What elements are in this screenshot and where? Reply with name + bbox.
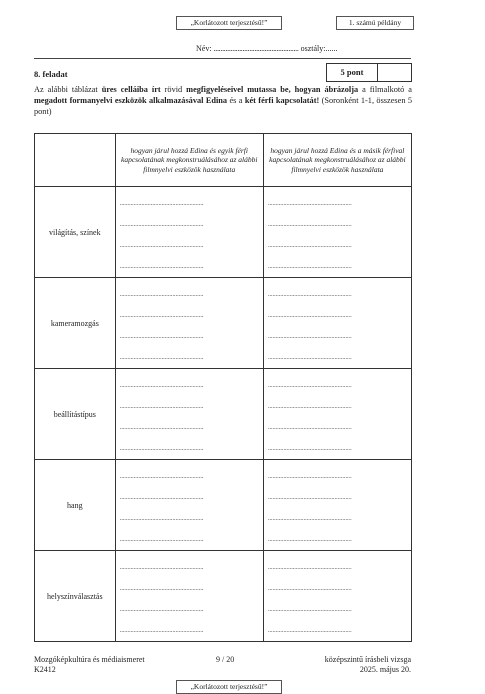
column-header-first-man: hogyan járul hozzá Edina és egyik férfi kapcsolatának megkonstruálásához az alábbi filmnyelvi eszközök használata xyxy=(115,134,263,187)
instr-bold: két férfi kapcsolatát! xyxy=(244,96,320,105)
table-header-row xyxy=(35,134,412,187)
instr-text: rövid xyxy=(160,85,187,94)
answer-line: ...................................................... xyxy=(267,353,352,361)
answer-line: ...................................................... xyxy=(267,563,352,571)
restricted-distribution-stamp-bottom: „Korlátozott terjesztésű!” xyxy=(176,680,282,694)
answer-line: ...................................................... xyxy=(119,605,204,613)
answer-line: ...................................................... xyxy=(119,584,204,592)
copy-number-box: 1. számú példány xyxy=(336,16,414,30)
answer-line: ...................................................... xyxy=(267,535,352,543)
row-label-sound: hang xyxy=(35,460,116,551)
answer-cell[interactable] xyxy=(263,460,411,551)
instr-text: és a xyxy=(227,96,245,105)
answer-line: ...................................................... xyxy=(267,332,352,340)
class-label[interactable]: osztály:...... xyxy=(300,44,338,53)
instr-text: a filmalkotó a xyxy=(358,85,412,94)
answer-line: ...................................................... xyxy=(267,402,352,410)
answer-line: ...................................................... xyxy=(267,381,352,389)
footer-subject xyxy=(34,655,145,675)
answer-line: ...................................................... xyxy=(119,493,204,501)
header-divider xyxy=(34,58,411,59)
score-box[interactable] xyxy=(377,63,412,82)
footer-subject-name: Mozgóképkultúra és médiaismeret xyxy=(34,655,145,664)
answer-cell[interactable] xyxy=(263,187,411,278)
answer-cell[interactable] xyxy=(263,551,411,642)
answer-cell[interactable] xyxy=(115,460,263,551)
answer-line: ...................................................... xyxy=(267,262,352,270)
answer-line: ...................................................... xyxy=(119,402,204,410)
instr-text: Az alábbi táblázat xyxy=(34,85,102,94)
footer-code: K2412 xyxy=(34,665,56,674)
answer-line: ...................................................... xyxy=(119,220,204,228)
footer-exam-date: 2025. május 20. xyxy=(359,665,411,674)
task-instructions xyxy=(34,84,412,117)
answer-line: ...................................................... xyxy=(267,199,352,207)
answer-line: ...................................................... xyxy=(119,311,204,319)
answer-line: ...................................................... xyxy=(267,472,352,480)
task-title: 8. feladat xyxy=(34,69,68,79)
answer-line: ...................................................... xyxy=(267,220,352,228)
answer-cell[interactable] xyxy=(115,369,263,460)
row-label-shot-type: beállítástípus xyxy=(35,369,116,460)
answer-line: ...................................................... xyxy=(119,535,204,543)
instr-bold: megadott formanyelvi eszközök alkalmazásával Edina xyxy=(34,96,228,105)
answer-line: ...................................................... xyxy=(267,584,352,592)
answer-line: ...................................................... xyxy=(267,311,352,319)
answer-line: ...................................................... xyxy=(119,290,204,298)
table-row xyxy=(35,278,412,369)
answer-line: ...................................................... xyxy=(119,626,204,634)
name-label: Név: xyxy=(196,44,212,53)
table-row xyxy=(35,551,412,642)
answer-line: ...................................................... xyxy=(267,290,352,298)
footer-page-number: 9 / 20 xyxy=(216,655,235,664)
footer-exam-info xyxy=(290,655,411,675)
answer-line: ...................................................... xyxy=(119,332,204,340)
points-box: 5 pont xyxy=(326,63,378,82)
answer-line: ...................................................... xyxy=(119,353,204,361)
answer-line: ...................................................... xyxy=(267,626,352,634)
answer-line: ...................................................... xyxy=(119,241,204,249)
row-label-lighting: világítás, színek xyxy=(35,187,116,278)
table-row xyxy=(35,369,412,460)
table-row xyxy=(35,187,412,278)
answer-line: ...................................................... xyxy=(119,199,204,207)
answer-line: ...................................................... xyxy=(267,423,352,431)
answer-line: ...................................................... xyxy=(119,381,204,389)
answer-line: ...................................................... xyxy=(267,444,352,452)
name-class-line xyxy=(196,44,337,53)
answer-cell[interactable] xyxy=(115,187,263,278)
answer-cell[interactable] xyxy=(263,369,411,460)
answer-line: ...................................................... xyxy=(119,262,204,270)
answer-line: ...................................................... xyxy=(119,563,204,571)
instr-bold: üres celláiba írt xyxy=(101,85,161,94)
answer-line: ...................................................... xyxy=(119,423,204,431)
instr-text: (Soronként 1-1, összesen 5 pont) xyxy=(34,96,413,116)
name-field[interactable]: .................................................. xyxy=(213,44,299,53)
answer-cell[interactable] xyxy=(263,278,411,369)
row-label-location: helyszínválasztás xyxy=(35,551,116,642)
answer-line: ...................................................... xyxy=(267,241,352,249)
answer-line: ...................................................... xyxy=(267,605,352,613)
answer-line: ...................................................... xyxy=(267,493,352,501)
answer-cell[interactable] xyxy=(115,278,263,369)
instr-bold: megfigyeléseivel mutassa be, hogyan ábrázolja xyxy=(186,85,359,94)
answer-table xyxy=(34,133,412,642)
answer-cell[interactable] xyxy=(115,551,263,642)
footer-exam-level: középszintű írásbeli vizsga xyxy=(324,655,411,664)
table-row xyxy=(35,460,412,551)
table-corner-cell xyxy=(35,134,116,187)
restricted-distribution-stamp-top: „Korlátozott terjesztésű!” xyxy=(176,16,282,30)
answer-line: ...................................................... xyxy=(119,472,204,480)
column-header-second-man: hogyan járul hozzá Edina és a másik férfival kapcsolatának megkonstruálásához az alábbi filmnyelvi eszközök használata xyxy=(263,134,411,187)
row-label-camera-movement: kameramozgás xyxy=(35,278,116,369)
answer-line: ...................................................... xyxy=(119,444,204,452)
answer-line: ...................................................... xyxy=(267,514,352,522)
answer-line: ...................................................... xyxy=(119,514,204,522)
